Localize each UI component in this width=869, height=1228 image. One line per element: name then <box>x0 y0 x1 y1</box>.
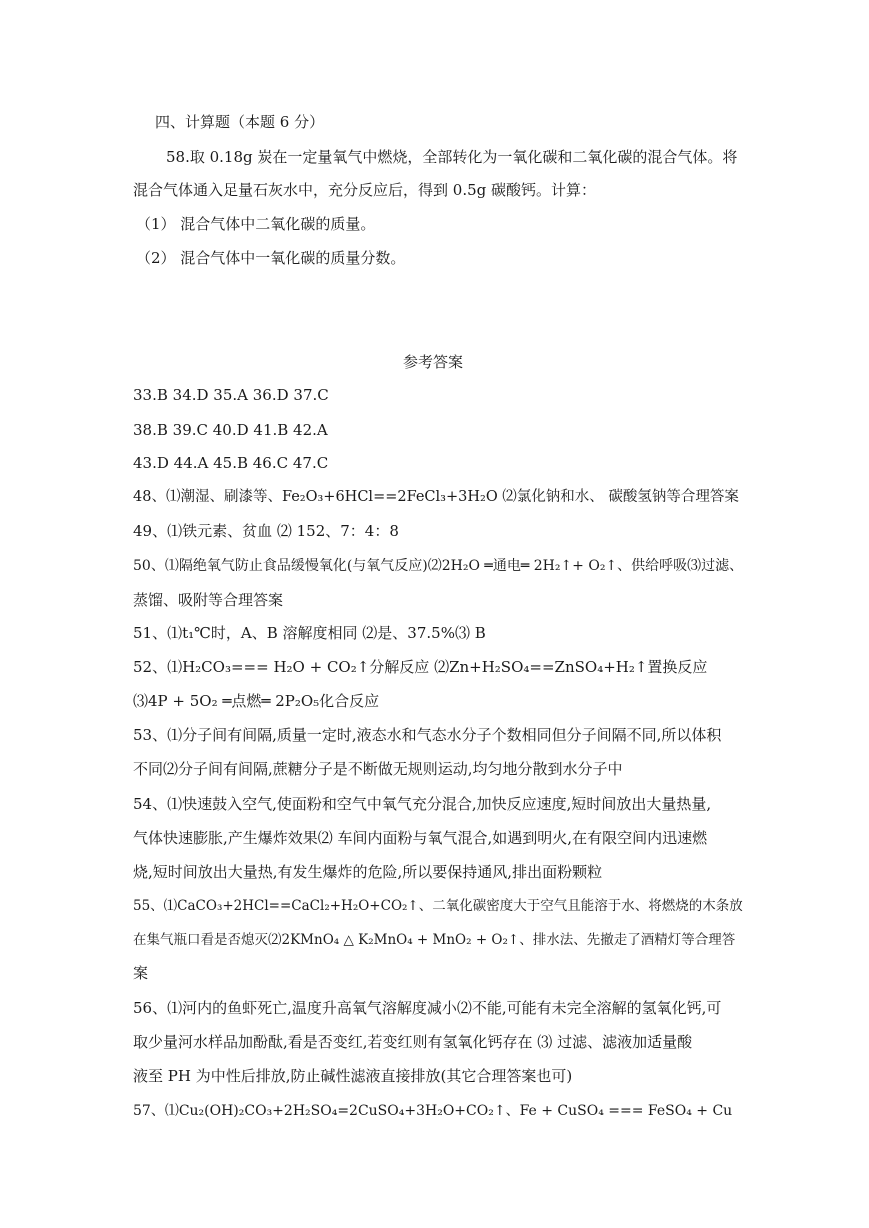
answer-line: 54、⑴快速鼓入空气,使面粉和空气中氧气充分混合,加快反应速度,短时间放出大量热量, <box>133 795 712 813</box>
answer-line: 53、⑴分子间有间隔,质量一定时,液态水和气态水分子个数相同但分子间隔不同,所以体积 <box>133 726 722 744</box>
answer-line: 不同⑵分子间有间隔,蔗糖分子是不断做无规则运动,均匀地分散到水分子中 <box>133 760 623 778</box>
answer-line: ⑶4P + 5O₂ ═点燃═ 2P₂O₅化合反应 <box>133 692 380 710</box>
answer-line: 烧,短时间放出大量热,有发生爆炸的危险,所以要保持通风,排出面粉颗粒 <box>133 863 603 881</box>
answer-line: 蒸馏、吸附等合理答案 <box>133 591 284 609</box>
answer-line: 50、⑴隔绝氧气防止食品缓慢氧化(与氧气反应)⑵2H₂O ═通电═ 2H₂↑+ O₂↑、供给呼吸⑶过滤、 <box>133 558 744 574</box>
answer-line: 在集气瓶口看是否熄灭⑵2KMnO₄ △ K₂MnO₄ + MnO₂ + O₂↑、排水法、先撤走了酒精灯等合理答 <box>133 932 736 948</box>
answer-line: 48、⑴潮湿、刷漆等、Fe₂O₃+6HCl==2FeCl₃+3H₂O ⑵氯化钠和水、 碳酸氢钠等合理答案 <box>133 489 739 505</box>
answer-line: 51、⑴t₁℃时，A、B 溶解度相同 ⑵是、37.5%⑶ B <box>133 624 486 642</box>
answer-line: 33.B 34.D 35.A 36.D 37.C <box>133 386 329 404</box>
answer-line: 57、⑴Cu₂(OH)₂CO₃+2H₂SO₄=2CuSO₄+3H₂O+CO₂↑、Fe + CuSO₄ === FeSO₄ + Cu <box>133 1103 733 1119</box>
question-58-line-1: 58.取 0.18g 炭在一定量氧气中燃烧，全部转化为一氧化碳和二氧化碳的混合气体。将 <box>166 148 738 166</box>
answer-line: 56、⑴河内的鱼虾死亡,温度升高氧气溶解度减小⑵不能,可能有未完全溶解的氢氧化钙,可 <box>133 999 722 1017</box>
answer-line: 取少量河水样品加酚酞,看是否变红,若变红则有氢氧化钙存在 ⑶ 过滤、滤液加适量酸 <box>133 1033 693 1051</box>
question-58-line-2: 混合气体通入足量石灰水中，充分反应后，得到 0.5g 碳酸钙。计算： <box>133 181 596 199</box>
answer-line: 气体快速膨胀,产生爆炸效果⑵ 车间内面粉与氧气混合,如遇到明火,在有限空间内迅速燃 <box>133 829 708 847</box>
answer-line: 38.B 39.C 40.D 41.B 42.A <box>133 421 328 439</box>
answer-line: 52、⑴H₂CO₃=== H₂O + CO₂↑分解反应 ⑵Zn+H₂SO₄==ZnSO₄+H₂↑置换反应 <box>133 658 708 676</box>
question-58-subquestion-1: （1） 混合气体中二氧化碳的质量。 <box>136 215 376 233</box>
answer-line: 案 <box>133 964 149 982</box>
answer-line: 55、⑴CaCO₃+2HCl==CaCl₂+H₂O+CO₂↑、二氧化碳密度大于空气且能溶于水、将燃烧的木条放 <box>133 898 743 914</box>
question-58-subquestion-2: （2） 混合气体中一氧化碳的质量分数。 <box>136 249 406 267</box>
answers-title: 参考答案 <box>402 353 463 371</box>
answer-line: 49、⑴铁元素、贫血 ⑵ 152、7：4：8 <box>133 522 399 540</box>
answer-line: 43.D 44.A 45.B 46.C 47.C <box>133 454 329 472</box>
section-title: 四、计算题（本题 6 分） <box>155 113 325 131</box>
answer-line: 液至 PH 为中性后排放,防止碱性滤液直接排放(其它合理答案也可) <box>133 1067 573 1085</box>
